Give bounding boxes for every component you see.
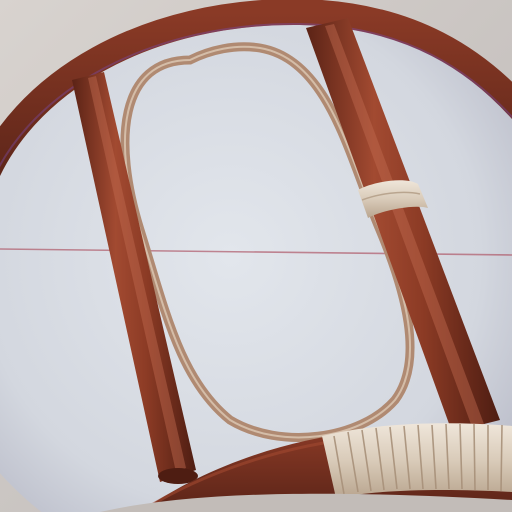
bottom-cane-wrap	[322, 423, 512, 498]
